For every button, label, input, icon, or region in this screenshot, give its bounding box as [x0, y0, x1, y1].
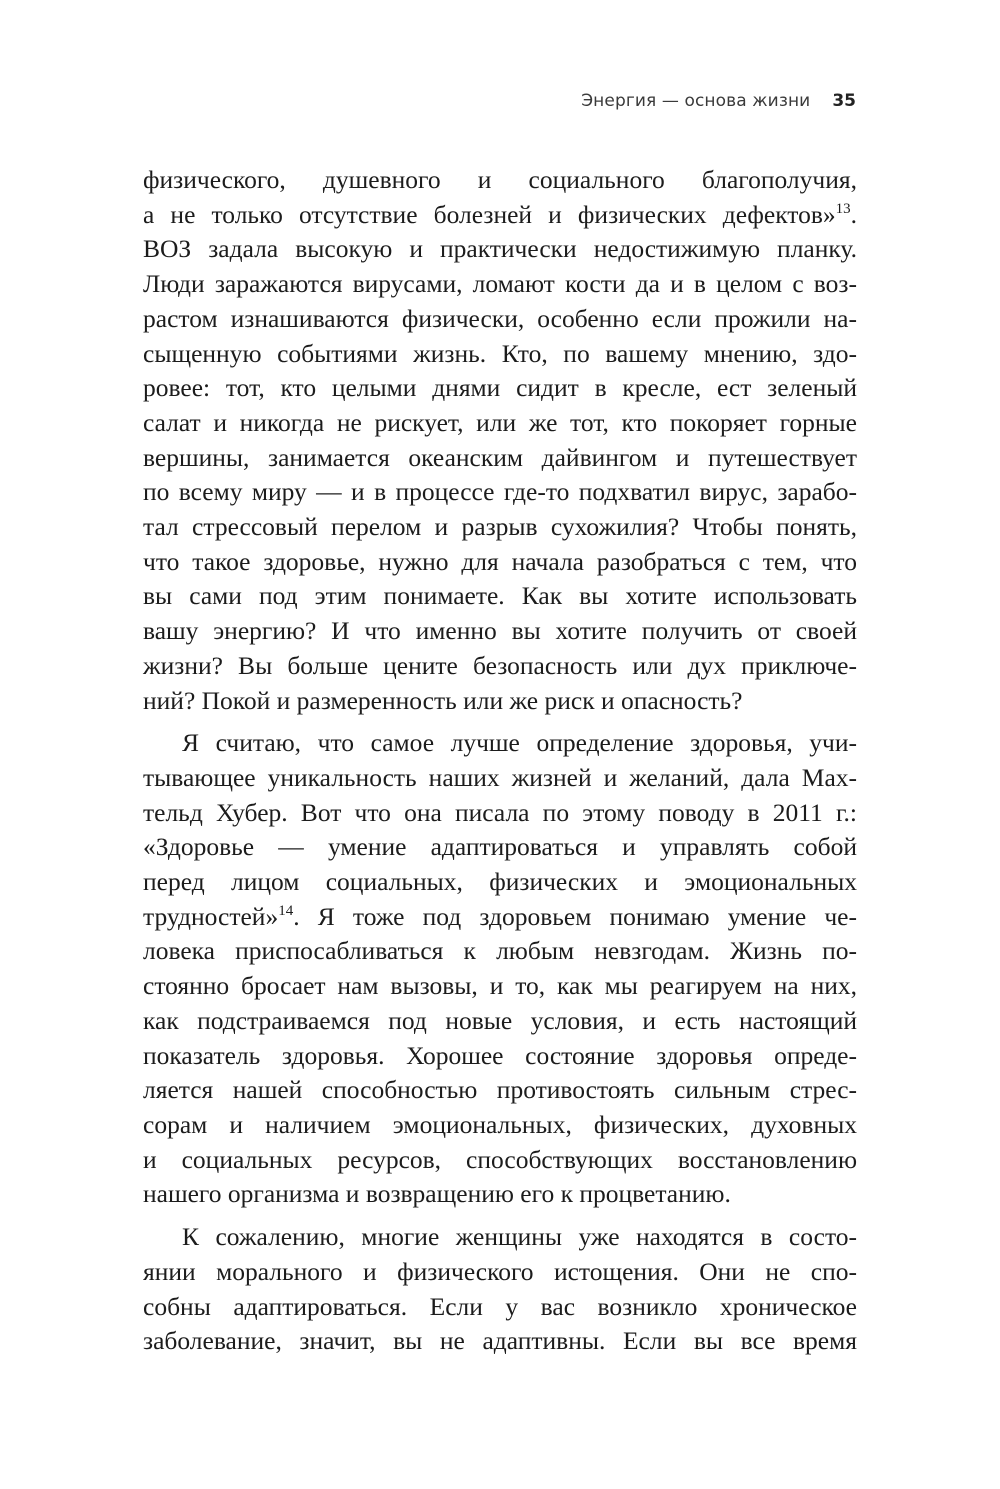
- footnote-ref: 14: [278, 902, 294, 919]
- text-line: вашу энергию? И что именно вы хотите получить от своей: [143, 616, 857, 646]
- paragraph-gap: [143, 718, 857, 726]
- text-line: нашего организма и возвращению его к процветанию.: [143, 1179, 731, 1209]
- text-line: «Здоровье — умение адаптироваться и управлять собой: [143, 832, 857, 862]
- text-fragment: . Я тоже под здоровьем понимаю умение че-: [293, 901, 857, 931]
- text-line: заболевание, значит, вы не адаптивны. Если вы все время: [143, 1326, 857, 1356]
- text-line: сыщенную событиями жизнь. Кто, по вашему мнению, здо-: [143, 338, 857, 368]
- text-line: тывающее уникальность наших жизней и желаний, дала Мах-: [143, 762, 857, 792]
- text-line: растом изнашиваются физически, особенно если прожили на-: [143, 303, 857, 333]
- text-line: физического, душевного и социального благополучия,: [143, 165, 857, 194]
- text-line: [143, 900, 857, 935]
- text-line: ровее: тот, кто целыми днями сидит в кресле, ест зеленый: [143, 373, 857, 403]
- text-line: вершины, занимается океанским дайвингом и путешествует: [143, 442, 857, 472]
- text-line: [143, 198, 857, 233]
- text-fragment: .: [850, 199, 857, 229]
- text-line: жизни? Вы больше цените безопасность или дух приключе-: [143, 650, 857, 680]
- text-line: сорам и наличием эмоциональных, физических, духовных: [143, 1109, 857, 1139]
- text-fragment: а не только отсутствие болезней и физических дефектов»: [143, 199, 836, 229]
- text-fragment: трудностей»: [143, 901, 279, 931]
- running-header: [0, 91, 856, 111]
- chapter-title: Энергия — основа жизни: [581, 91, 811, 111]
- text-line: Люди заражаются вирусами, ломают кости да и в целом с воз-: [143, 269, 857, 299]
- text-line: и социальных ресурсов, способствующих восстановлению: [143, 1144, 857, 1174]
- text-line: ловека приспосабливаться к любым невзгодам. Жизнь по-: [143, 936, 857, 966]
- text-line: янии морального и физического истощения. Они не спо-: [143, 1256, 857, 1286]
- footnote-ref: 13: [835, 200, 851, 217]
- text-line: ляется нашей способностью противостоять сильным стрес-: [143, 1075, 857, 1105]
- text-line: собны адаптироваться. Если у вас возникло хроническое: [143, 1291, 857, 1321]
- text-line: ВОЗ задала высокую и практически недостижимую планку.: [143, 234, 857, 264]
- text-line: показатель здоровья. Хорошее состояние здоровья опреде-: [143, 1040, 857, 1070]
- page-number: 35: [832, 91, 856, 111]
- text-line: что такое здоровье, нужно для начала разобраться с тем, что: [143, 546, 857, 576]
- text-line: перед лицом социальных, физических и эмоциональных: [143, 867, 857, 897]
- text-line: К сожалению, многие женщины уже находятся в состо-: [182, 1222, 857, 1252]
- text-line: как подстраиваемся под новые условия, и есть настоящий: [143, 1005, 857, 1035]
- paragraph-gap: [143, 1212, 857, 1220]
- text-line: тал стрессовый перелом и разрыв сухожилия? Чтобы понять,: [143, 512, 857, 542]
- text-line: салат и никогда не рискует, или же тот, кто покоряет горные: [143, 407, 857, 437]
- text-line: вы сами под этим понимаете. Как вы хотите использовать: [143, 581, 857, 611]
- body-text: [143, 163, 857, 1359]
- text-line: тельд Хубер. Вот что она писала по этому поводу в 2011 г.:: [143, 797, 857, 827]
- text-line: стоянно бросает нам вызовы, и то, как мы реагируем на них,: [143, 971, 857, 1001]
- text-line: ний? Покой и размеренность или же риск и опасность?: [143, 685, 743, 715]
- text-line: Я считаю, что самое лучше определение здоровья, учи-: [182, 728, 857, 758]
- text-line: по всему миру — и в процессе где-то подхватил вирус, зарабо-: [143, 477, 857, 507]
